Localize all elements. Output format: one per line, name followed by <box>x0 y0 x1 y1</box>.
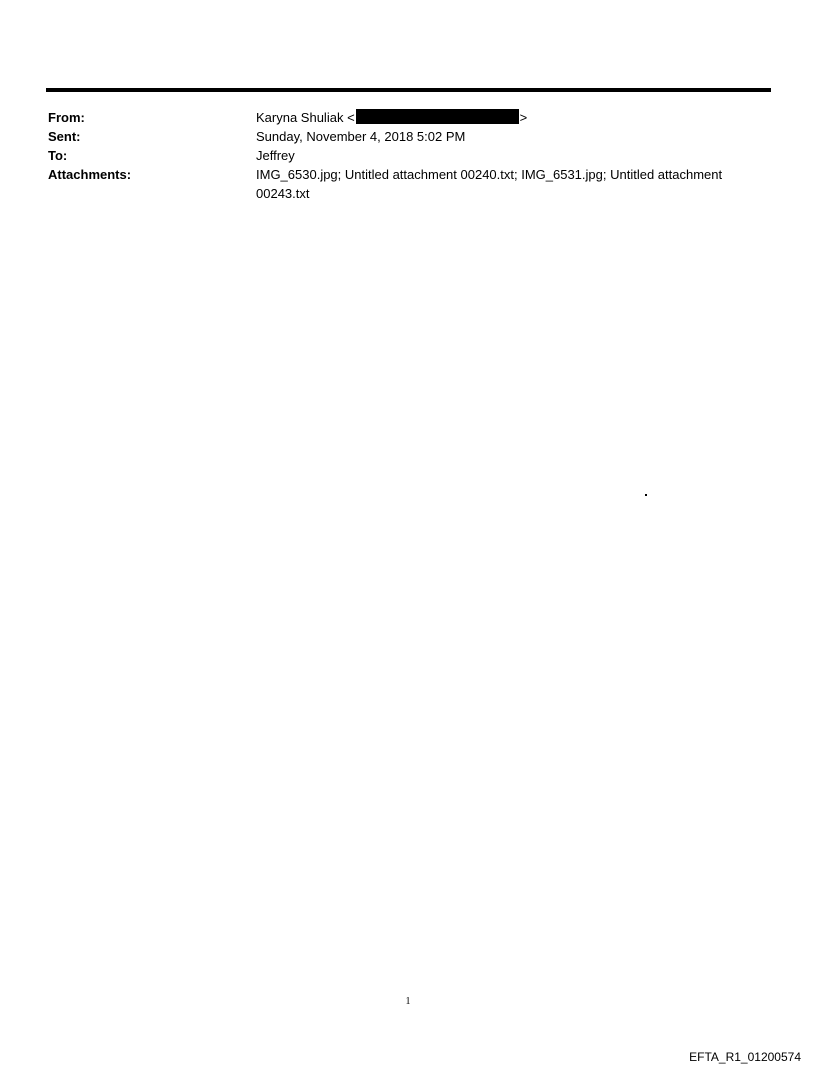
email-header <box>48 108 768 203</box>
bates-number: EFTA_R1_01200574 <box>689 1050 801 1064</box>
to-row <box>48 146 768 165</box>
from-label: From: <box>48 110 85 125</box>
page-number: 1 <box>405 996 411 1007</box>
sent-label: Sent: <box>48 129 81 144</box>
email-open-bracket: < <box>347 110 355 125</box>
stray-mark <box>645 494 647 496</box>
sent-value: Sunday, November 4, 2018 5:02 PM <box>256 129 466 144</box>
attachments-label: Attachments: <box>48 167 132 182</box>
from-value <box>256 108 756 127</box>
attachments-value: IMG_6530.jpg; Untitled attachment 00240.txt; IMG_6531.jpg; Untitled attachment 00243.txt <box>256 167 723 201</box>
attachments-row <box>48 165 768 203</box>
email-close-bracket: > <box>519 110 528 125</box>
redaction-box <box>356 109 519 124</box>
sent-row <box>48 127 768 146</box>
to-value: Jeffrey <box>256 148 295 163</box>
from-row <box>48 108 768 127</box>
header-divider <box>46 88 771 92</box>
sender-name: Karyna Shuliak <box>256 110 344 125</box>
to-label: To: <box>48 148 68 163</box>
